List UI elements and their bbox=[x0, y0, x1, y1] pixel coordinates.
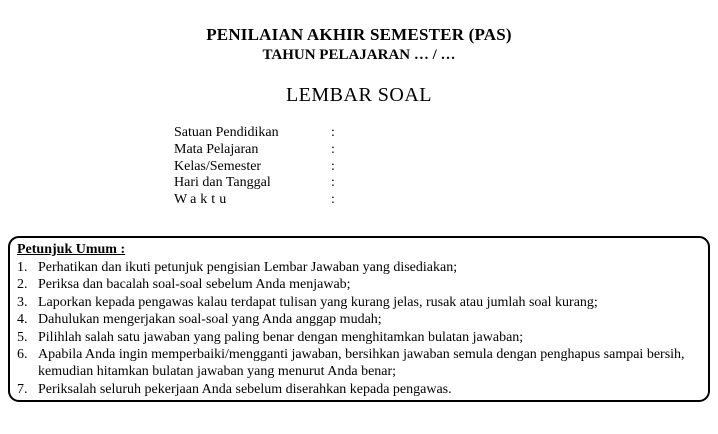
item-text: Periksalah seluruh pekerjaan Anda sebelum diserahkan kepada pengawas. bbox=[38, 381, 452, 397]
field-label: Waktu bbox=[174, 192, 231, 208]
item-text: Perhatikan dan ikuti petunjuk pengisian Lembar Jawaban yang disediakan; bbox=[38, 260, 458, 275]
list-item bbox=[17, 294, 697, 311]
field-colon: : bbox=[331, 141, 335, 157]
item-number: 3. bbox=[17, 294, 28, 310]
item-text: Laporkan kepada pengawas kalau terdapat tulisan yang kurang jelas, rusak atau jumlah soal kurang; bbox=[38, 294, 598, 310]
list-item bbox=[17, 381, 697, 398]
field-colon: : bbox=[331, 175, 335, 191]
instructions-heading: Petunjuk Umum : bbox=[17, 242, 126, 257]
field-label: Hari dan Tanggal bbox=[174, 175, 271, 191]
field-colon: : bbox=[331, 125, 335, 140]
school-year: TAHUN PELAJARAN … / … bbox=[262, 47, 456, 63]
item-number: 6. bbox=[17, 347, 28, 363]
field-kelas-semester bbox=[174, 159, 335, 176]
instructions-list bbox=[17, 259, 697, 398]
list-item bbox=[17, 259, 697, 276]
list-item bbox=[17, 346, 697, 381]
list-item bbox=[17, 276, 697, 293]
item-number: 7. bbox=[17, 381, 28, 397]
field-hari-tanggal bbox=[174, 175, 335, 192]
field-mata-pelajaran bbox=[174, 142, 335, 159]
page-title: PENILAIAN AKHIR SEMESTER (PAS) bbox=[206, 25, 512, 44]
item-number: 4. bbox=[17, 312, 28, 328]
field-waktu bbox=[174, 192, 335, 209]
item-text: Dahulukan mengerjakan soal-soal yang Anda anggap mudah; bbox=[38, 312, 382, 328]
field-label: Mata Pelajaran bbox=[174, 141, 259, 157]
identity-fields bbox=[174, 125, 335, 209]
item-number: 1. bbox=[17, 260, 28, 275]
item-number: 5. bbox=[17, 329, 28, 345]
sheet-title: LEMBAR SOAL bbox=[285, 84, 433, 106]
field-label: Kelas/Semester bbox=[174, 158, 262, 174]
item-text: Pilihlah salah satu jawaban yang paling benar dengan menghitamkan bulatan jawaban; bbox=[38, 329, 524, 345]
field-colon: : bbox=[331, 158, 335, 174]
item-text: Periksa dan bacalah soal-soal sebelum Anda menjawab; bbox=[38, 277, 351, 293]
field-satuan-pendidikan bbox=[174, 125, 335, 142]
field-colon: : bbox=[331, 192, 335, 208]
list-item bbox=[17, 329, 697, 346]
field-label: Satuan Pendidikan bbox=[174, 125, 279, 140]
item-number: 2. bbox=[17, 277, 28, 293]
list-item bbox=[17, 311, 697, 328]
item-text: Apabila Anda ingin memperbaiki/mengganti jawaban, bersihkan jawaban semula dengan penghapus sampai bersih, kemudian hitamkan bulatan jawaban yang menurut Anda benar; bbox=[38, 347, 685, 380]
